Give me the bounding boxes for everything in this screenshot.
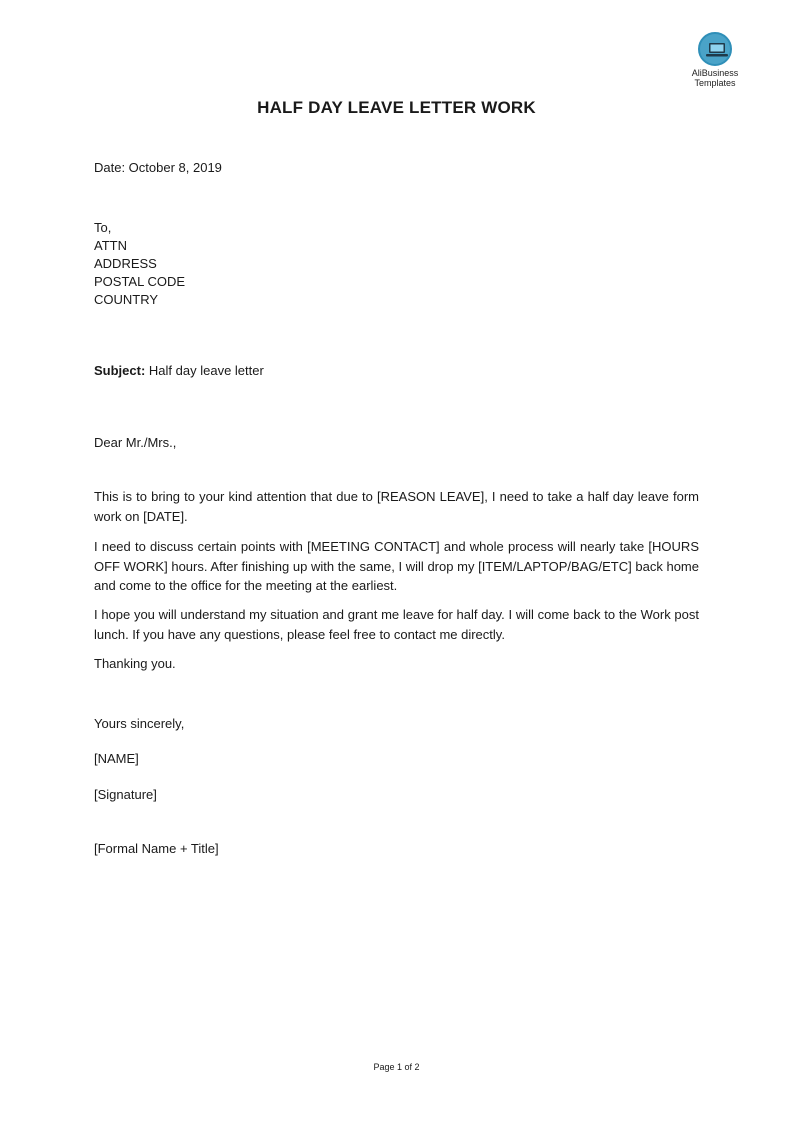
body-paragraph-2: I need to discuss certain points with [MEETING CONTACT] and whole process will nearly take [HOURS OFF WORK] hours. After finishing up with the same, I will drop my [ITEM/LAPTOP/BAG/ETC] back home and come to the office for the meeting at the earliest. — [94, 539, 699, 593]
recipient-attn: ATTN — [94, 238, 127, 253]
page-number: Page 1 of 2 — [373, 1062, 420, 1072]
subject-value: Half day leave letter — [148, 363, 264, 378]
body-paragraph-1: This is to bring to your kind attention that due to [REASON LEAVE], I need to take a half day leave form work on [DATE]. — [94, 489, 699, 524]
brand-logo — [680, 32, 750, 88]
closing-line: Yours sincerely, — [94, 716, 185, 731]
page-title: HALF DAY LEAVE LETTER WORK — [257, 98, 536, 117]
body-paragraph-3: I hope you will understand my situation and grant me leave for half day. I will come back to the Work post lunch. If you have any questions, please feel free to contact me directly. — [94, 607, 699, 642]
subject-line — [94, 362, 264, 380]
logo-text — [680, 68, 750, 88]
name-placeholder: [NAME] — [94, 751, 139, 766]
thanks-line: Thanking you. — [94, 656, 176, 671]
recipient-country: COUNTRY — [94, 292, 159, 307]
subject-label: Subject: — [94, 363, 146, 378]
laptop-icon — [698, 32, 732, 66]
recipient-to: To, — [94, 220, 112, 235]
recipient-address: ADDRESS — [94, 256, 157, 271]
salutation: Dear Mr./Mrs., — [94, 435, 177, 450]
signature-placeholder: [Signature] — [94, 787, 157, 802]
date-line: Date: October 8, 2019 — [94, 160, 222, 175]
formal-name-placeholder: [Formal Name + Title] — [94, 841, 219, 856]
logo-line-2: Templates — [694, 78, 736, 88]
recipient-postal-code: POSTAL CODE — [94, 274, 186, 289]
logo-line-1: AliBusiness — [691, 68, 739, 78]
